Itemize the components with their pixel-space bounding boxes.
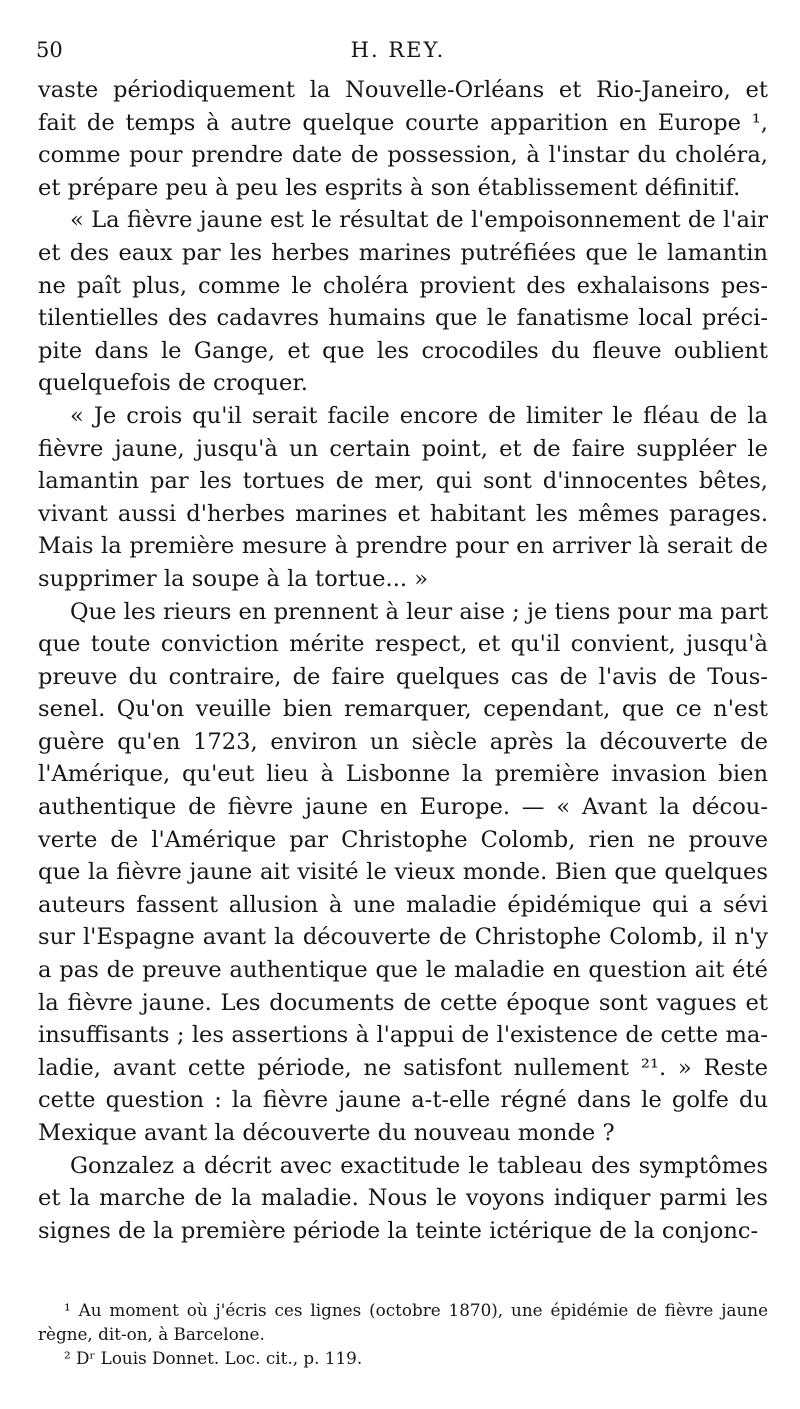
text-line: fièvre jaune, jusqu'à un certain point, et de faire suppléer le: [38, 435, 768, 462]
text-line: que la fièvre jaune ait visité le vieux monde. Bien que quelques: [38, 859, 768, 886]
text-line: vaste périodiquement la Nouvelle-Orléans et Rio-Janeiro, et: [38, 77, 768, 103]
text-line: fait de temps à autre quelque courte apparition en Europe ¹,: [38, 109, 768, 136]
text-line: sur l'Espagne avant la découverte de Christophe Colomb, il n'y: [38, 924, 768, 951]
text-line: ne paît plus, comme le choléra provient des exhalaisons pes-: [38, 272, 768, 299]
text-line: auteurs fassent allusion à une maladie épidémique qui a sévi: [38, 891, 768, 918]
text-line: et des eaux par les herbes marines putréfiées que le lamantin: [38, 239, 768, 266]
text-line: senel. Qu'on veuille bien remarquer, cependant, que ce n'est: [38, 696, 768, 723]
text-line: supprimer la soupe à la tortue... »: [38, 565, 429, 592]
text-line: a pas de preuve authentique que le maladie en question ait été: [38, 957, 768, 984]
text-line: que toute conviction mérite respect, et qu'il convient, jusqu'à: [38, 631, 768, 658]
text-line: preuve du contraire, de faire quelques cas de l'avis de Tous-: [38, 663, 768, 690]
running-head: H. REY.: [350, 38, 446, 62]
footnote-line: règne, dit-on, à Barcelone.: [38, 1324, 265, 1344]
text-line: Que les rieurs en prennent à leur aise ; je tiens pour ma part: [70, 598, 768, 625]
text-line: l'Amérique, qu'eut lieu à Lisbonne la première invasion bien: [38, 761, 768, 788]
text-line: verte de l'Amérique par Christophe Colomb, rien ne prouve: [38, 826, 768, 853]
page-header: [36, 38, 760, 68]
page-number: 50: [36, 38, 63, 62]
text-line: tilentielles des cadavres humains que le fanatisme local préci-: [38, 305, 768, 332]
text-line: et la marche de la maladie. Nous le voyons indiquer parmi les: [38, 1185, 768, 1212]
text-line: la fièvre jaune. Les documents de cette époque sont vagues et: [38, 989, 768, 1016]
text-line: comme pour prendre date de possession, à l'instar du choléra,: [38, 142, 768, 169]
text-line: Mais la première mesure à prendre pour en arriver là serait de: [38, 533, 768, 560]
text-line: et prépare peu à peu les esprits à son établissement définitif.: [38, 174, 741, 201]
text-line: « La fièvre jaune est le résultat de l'empoisonnement de l'air: [70, 207, 768, 234]
footnotes: [38, 1298, 768, 1370]
text-line: Mexique avant la découverte du nouveau monde ?: [38, 1120, 615, 1146]
text-line: lamantin par les tortues de mer, qui sont d'innocentes bêtes,: [38, 468, 768, 495]
text-line: pite dans le Gange, et que les crocodiles du fleuve oublient: [38, 337, 768, 364]
text-line: signes de la première période la teinte ictérique de la conjonc-: [38, 1217, 759, 1244]
footnote-line: ² Dʳ Louis Donnet. Loc. cit., p. 119.: [64, 1348, 363, 1368]
text-line: authentique de fièvre jaune en Europe. — « Avant la décou-: [38, 794, 768, 821]
text-line: cette question : la fièvre jaune a-t-elle régné dans le golfe du: [38, 1087, 768, 1114]
text-line: ladie, avant cette période, ne satisfont nullement ²¹. » Reste: [38, 1054, 768, 1081]
footnote-line: ¹ Au moment où j'écris ces lignes (octobre 1870), une épidémie de fièvre jaune: [64, 1300, 768, 1320]
text-line: insuffisants ; les assertions à l'appui de l'existence de cette ma-: [38, 1022, 768, 1049]
text-line: Gonzalez a décrit avec exactitude le tableau des symptômes: [70, 1152, 768, 1179]
text-line: quelquefois de croquer.: [38, 370, 308, 397]
body-text: [38, 74, 768, 1247]
text-line: vivant aussi d'herbes marines et habitant les mêmes parages.: [38, 500, 768, 527]
text-line: « Je crois qu'il serait facile encore de limiter le fléau de la: [70, 402, 768, 429]
text-line: guère qu'en 1723, environ un siècle après la découverte de: [38, 728, 768, 755]
